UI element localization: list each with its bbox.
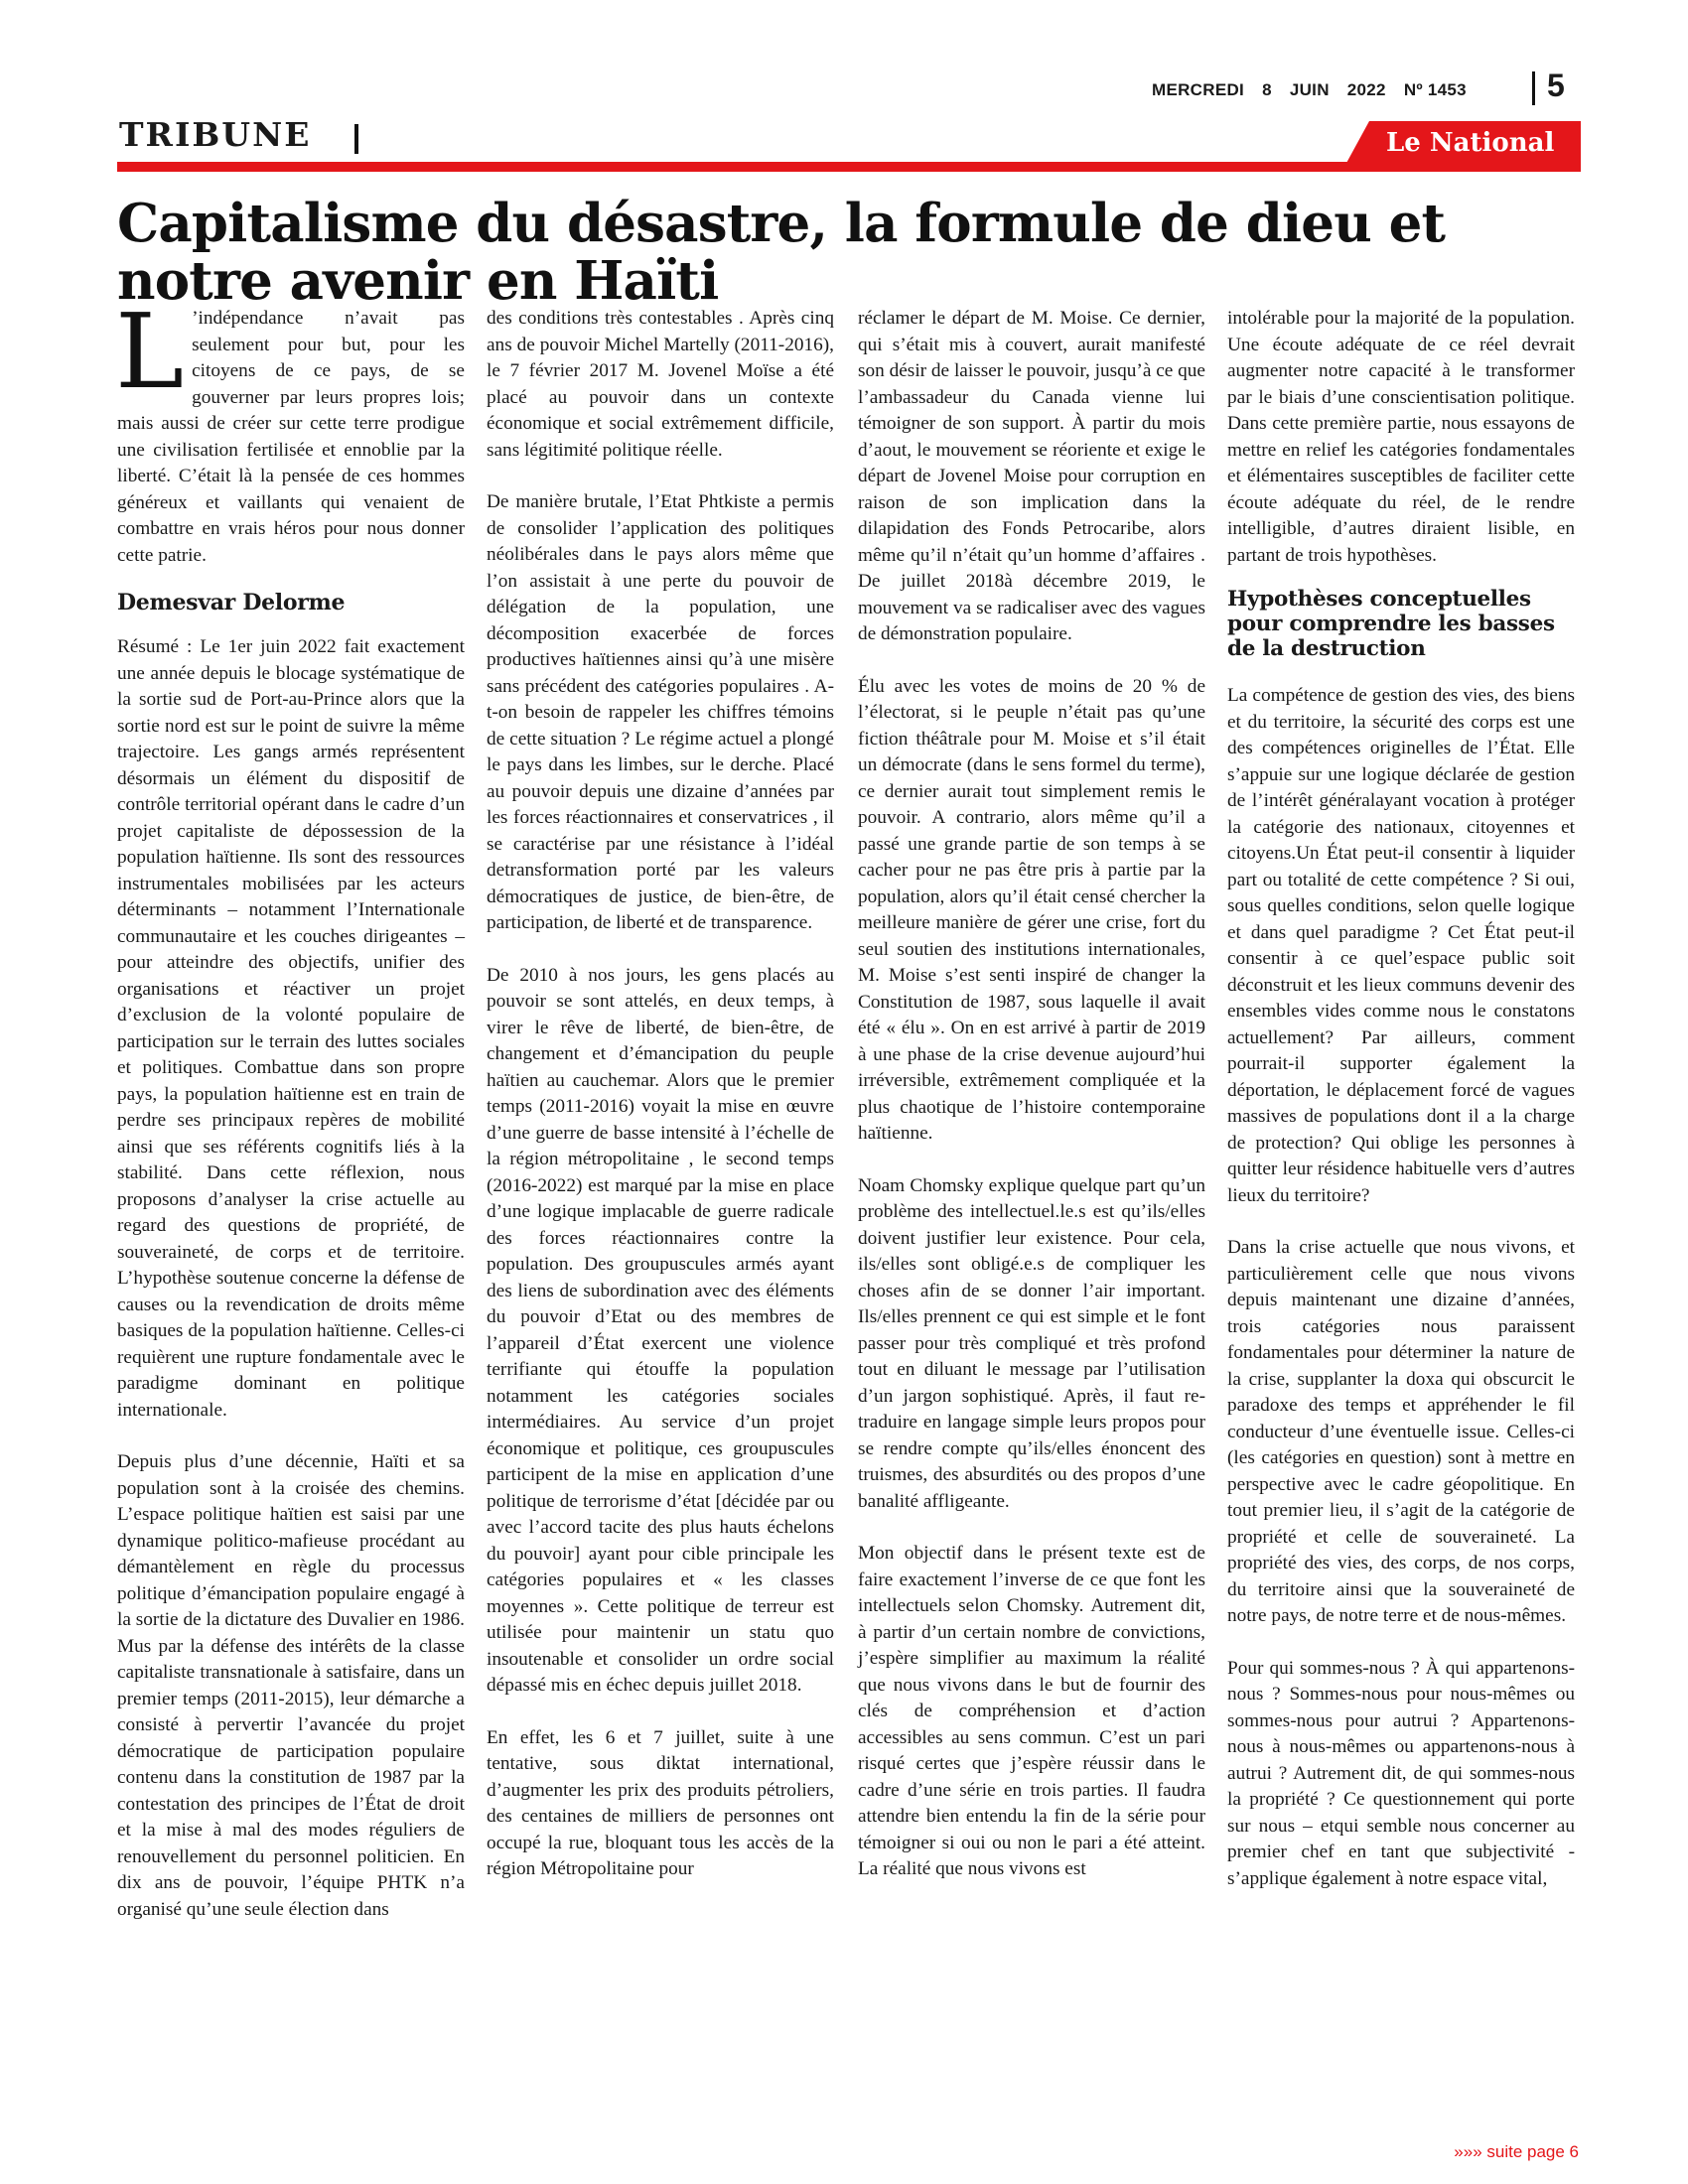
brand-logo: Le National — [1386, 128, 1555, 158]
header-divider — [1532, 71, 1535, 105]
section-divider — [354, 124, 358, 154]
paragraph: En effet, les 6 et 7 juillet, suite à une tentative, sous diktat international, d’augmenter les prix des produits pétroliers, des centaines de milliers de personnes ont occupé la rue, bloquant tous les accès de la région Métropolitaine pour — [487, 1726, 834, 1879]
author-name: Demesvar Delorme — [117, 590, 346, 615]
intro-text: ’indépendance n’avait pas seulement pour but, pour les citoyens de ce pays, de se gouverner par leurs propres lois; mais aussi de créer sur cette terre prodigue une civilisation fertilisée et ennoblie par la liberté. C’était là la pensée de ces hommes généreux et vaillants qui venaient de combattre en vrais héros pour nous donner cette patrie. — [117, 308, 465, 566]
issue-date-number: 8 — [1262, 80, 1272, 99]
paragraph: intolérable pour la majorité de la population. Une écoute adéquate de ce réel devrait augmenter notre capacité à le transformer par le biais d’une conscientisation politique. Dans cette première partie, nous essayons de mettre en relief les catégories fondamentales et élémentaires susceptibles de faciliter cette écoute adéquate du réel, de le rendre intelligible, d’autres diraient lisible, en partant de trois hypothèses. — [1227, 308, 1575, 566]
paragraph: des conditions très contestables . Après cinq ans de pouvoir Michel Martelly (2011-2016), le 7 février 2017 M. Jovenel Moïse a été placé au pouvoir dans un contexte économique et social extrêmement difficile, sans légitimité politique réelle. — [487, 308, 834, 461]
paragraph: Dans la crise actuelle que nous vivons, et particulièrement celle que nous vivons depuis maintenant une dizaine d’années, trois catégories nous paraissent fondamentales pour déterminer la nature de la crise, supplanter la doxa qui obscurcit le paradoxe des temps et appréhender le fil conducteur d’une éventuelle issue. Celles-ci (les catégories en question) sont à mettre en perspective avec le cadre géopolitique. En tout premier lieu, il s’agit de la catégorie de propriété et celle de souveraineté. La propriété des vies, des corps, de nos corps, du territoire ainsi que la souveraineté de notre pays, de notre terre et de nous-mêmes. — [1227, 1237, 1575, 1626]
paragraph: Depuis plus d’une décennie, Haïti et sa population sont à la croisée des chemins. L’espace politique haïtien est saisi par une dynamique politico-mafieuse procédant au démantèlement en règle du processus politique d’émancipation populaire engagé à la sortie de la dictature des Duvalier en 1986. Mus par la défense des intérêts de la classe capitaliste transnationale à satisfaire, dans un premier temps (2011-2015), leur démarche a consisté à pervertir l’avancée du projet démocratique de participation populaire contenu dans la constitution de 1987 par la contestation des principes de l’État de droit et la mise à mal des modes réguliers de renouvellement du personnel politicien. En dix ans de pouvoir, l’équipe PHTK n’a organisé qu’une seule élection dans — [117, 1451, 465, 1920]
continued-link[interactable]: »»» suite page 6 — [1454, 2142, 1579, 2161]
drop-cap: L — [115, 291, 185, 412]
article-column-1 — [115, 291, 465, 1949]
issue-number: Nº 1453 — [1403, 80, 1467, 99]
article-title: Capitalisme du désastre, la formule de dieu et notre avenir en Haïti — [117, 193, 1446, 312]
paragraph: Noam Chomsky explique quelque part qu’un problème des intellectuel.le.s est qu’ils/elles doivent justifier leur existence. Pour cela, ils/elles sont obligé.e.s de compliquer les choses afin de se donner l’air important. Ils/elles prennent ce qui est simple et le font passer pour très compliqué et très profond tout en diluant le message par l’utilisation d’un jargon sophistiqué. Après, il faut re-traduire en langage simple leurs propos pour se rendre compte qu’ils/elles énoncent des truismes, des absurdités ou des propos d’une banalité affligeante. — [858, 1174, 1205, 1512]
paragraph: De 2010 à nos jours, les gens placés au pouvoir se sont attelés, en deux temps, à virer le rêve de liberté, de bien-être, de changement et d’émancipation du peuple haïtien au cauchemar. Alors que le premier temps (2011-2016) voyait la mise en œuvre d’une guerre de basse intensité à l’échelle de la région métropolitaine , le second temps (2016-2022) est marqué par la mise en place d’une logique implacable de guerre radicale des forces réactionnaires contre la population. Des groupuscules armés ayant des liens de subordination avec des éléments du pouvoir d’Etat ou des membres de l’appareil d’État exercent une violence terrifiante qui étouffe la population notamment les catégories sociales intermédiaires. Au service d’un projet économique et politique, ces groupuscules participent de la mise en application d’une politique de terrorisme d’état [décidée par ou avec l’accord tacite des plus hauts échelons du pouvoir] ayant pour cible principale les catégories populaires et « les classes moyennes ». Cette politique de terreur est utilisée pour maintenir un statu quo insoutenable et consolider un ordre social dépassé mis en échec depuis juillet 2018. — [487, 964, 834, 1696]
paragraph: La compétence de gestion des vies, des biens et du territoire, la sécurité des corps est une des compétences originelles de l’État. Elle s’appuie sur une logique déclarée de gestion de l’intérêt généralayant vocation à protéger la catégorie des nationaux, citoyennes et citoyens.Un État peut-il consentir à liquider part ou totalité de cette compétence ? Si oui, sous quelles conditions, selon quelle logique et dans quel paradigme ? Cet État peut-il consentir à ce quel’espace public soit déconstruit et les lieux communs devenir des ensembles vides comme nous le constatons actuellement? Par ailleurs, comment pourrait-il supporter également la déportation, le déplacement forcé de vagues massives de populations dont il a la charge de protection? Qui oblige les personnes à quitter leur résidence habituelle vers d’autres lieux du territoire? — [1227, 685, 1575, 1206]
paragraph: Résumé : Le 1er juin 2022 fait exactement une année depuis le blocage systématique de la sortie sud de Port-au-Prince alors que la sortie nord est sur le point de suivre la même trajectoire. Les gangs armés représentent désormais un élément du dispositif de contrôle territorial opérant dans le cadre d’un projet capitaliste de dépossession de la population haïtienne. Ils sont des ressources instrumentales mobilisées par les acteurs déterminants – notamment l’Internationale communautaire et les couches dirigeantes – pour atteindre des objectifs, unifier des organisations et réactiver un projet d’exclusion de la volonté populaire de participation sur le terrain des luttes sociales et politiques. Combattue dans son propre pays, la population haïtienne est en train de perdre ses principaux repères de mobilité ainsi que ses référents cognitifs liés à la stabilité. Dans cette réflexion, nous proposons d’analyser la crise actuelle au regard des questions de propriété, de souveraineté, de corps et de territoire. L’hypothèse soutenue concerne la défense de causes ou la revendication de droits même basiques de la population haïtienne. Celles-ci requièrent une rupture fondamentale avec le paradigme dominant en politique internationale. — [117, 636, 465, 1421]
paragraph: réclamer le départ de M. Moise. Ce dernier, qui s’était mis à couvert, aurait manifesté son désir de laisser le pouvoir, jusqu’à ce que l’ambassadeur du Canada vienne lui témoigner de son support. À partir du mois d’aout, le mouvement se réoriente et exige le départ de Jovenel Moise pour corruption en raison de son implication dans la dilapidation des Fonds Petrocaribe, alors même qu’il n’était qu’un homme d’affaires . De juillet 2018à décembre 2019, le mouvement va se radicaliser avec des vagues de démonstration populaire. — [858, 308, 1205, 644]
section-label: TRIBUNE — [119, 115, 312, 154]
issue-day: MERCREDI — [1152, 80, 1245, 99]
page-number: 5 — [1547, 68, 1565, 103]
paragraph: Pour qui sommes-nous ? À qui appartenons-nous ? Sommes-nous pour nous-mêmes ou sommes-nous pour autrui ? Appartenons-nous à nous-mêmes ou appartenons-nous à autrui ? Autrement dit, de qui sommes-nous la propriété ? Ce questionnement qui porte sur nous – etqui semble nous concerner au premier chef en tant que subjectivité - s’applique également à notre espace vital, — [1227, 1657, 1575, 1889]
subheading: Hypothèses conceptuelles pour comprendre les basses de la destruction — [1227, 587, 1555, 661]
intro-paragraph — [115, 291, 465, 569]
paragraph: Mon objectif dans le présent texte est de faire exactement l’inverse de ce que font les intellectuels selon Chomsky. Autrement dit, à partir d’un certain nombre de convictions, j’espère simplifier au maximum la réalité que nous vivons dans le but de fournir des clés de compréhension et d’action accessibles au sens commun. C’est un pari risqué certes que j’espère réussir dans le cadre d’une série en trois parties. Il faudra attendre bien entendu la fin de la série pour témoigner si oui ou non le pari a été atteint. La réalité que nous vivons est — [858, 1543, 1205, 1879]
issue-month: JUIN — [1289, 80, 1330, 99]
issue-date — [1152, 80, 1509, 100]
article-column-3 — [858, 306, 1205, 1909]
article-column-2 — [487, 306, 834, 1909]
paragraph: Élu avec les votes de moins de 20 % de l’électorat, si le peuple n’était pas qu’une fiction théâtrale pour M. Moise et s’il était un démocrate (dans le sens formel du terme), ce dernier aurait tout simplement remis le pouvoir. A contrario, alors même qu’il a passé une grande partie de son temps à se cacher pour ne pas être pris à partie par la population, alors qu’il était censé chercher la meilleure manière de gérer une crise, fort du seul soutien des institutions internationales, M. Moise s’est senti inspiré de changer la Constitution de 1987, sous laquelle il avait été « élu ». On en est arrivé à partir de 2019 à une phase de la crise devenue aujourd’hui irréversible, extrêmement compliquée et la plus chaotique de l’histoire contemporaine haïtienne. — [858, 675, 1205, 1144]
issue-year: 2022 — [1346, 80, 1386, 99]
article-column-4 — [1227, 306, 1575, 1918]
paragraph: De manière brutale, l’Etat Phtkiste a permis de consolider l’application des politiques néolibérales dans le pays alors même que l’on assistait à une perte du pouvoir de délégation de la population, une décomposition exacerbée de forces productives haïtiennes ainsi qu’à une misère sans précédent des catégories populaires . A-t-on besoin de rappeler les chiffres témoins de cette situation ? Le régime actuel a plongé le pays dans les limbes, sur le derche. Placé au pouvoir depuis une dizaine d’années par les forces réactionnaires et conservatrices , il se caractérise par une résistance à l’idéal detransformation porté par les valeurs démocratiques de justice, de bien-être, de participation, de liberté et de transparence. — [487, 491, 834, 933]
